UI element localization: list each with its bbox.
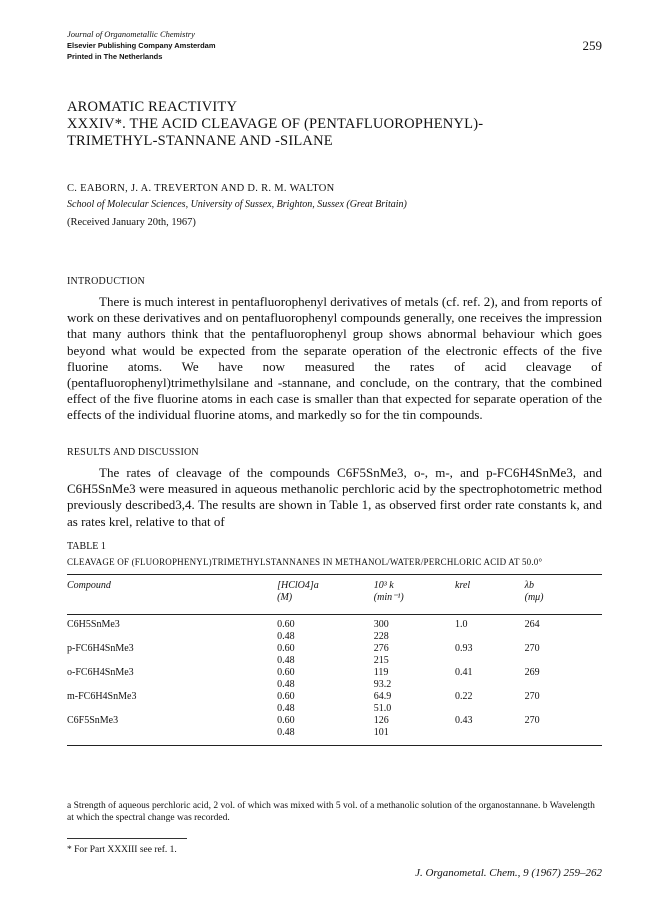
- cell: C6H5SnMe3: [67, 619, 120, 630]
- title-line-2: XXXIV*. THE ACID CLEAVAGE OF (PENTAFLUOROPHENYL)-: [67, 116, 484, 132]
- authors: C. EABORN, J. A. TREVERTON AND D. R. M. WALTON: [67, 183, 335, 194]
- cell: [455, 655, 525, 667]
- table-top-rule: [67, 574, 602, 575]
- table-row: [67, 703, 602, 715]
- table-row: [67, 643, 602, 655]
- cell: 264: [524, 619, 540, 630]
- cell: 0.93: [455, 643, 473, 654]
- cell: 119: [373, 667, 389, 678]
- cell: [455, 631, 525, 643]
- results-text: [67, 465, 602, 530]
- cell: 93.2: [373, 679, 392, 690]
- table-row: [67, 667, 602, 679]
- cell: 269: [524, 667, 540, 678]
- header-krel: krel: [455, 580, 471, 591]
- cell: 1.0: [455, 619, 468, 630]
- journal-header: [67, 29, 216, 62]
- table-row: [67, 715, 602, 727]
- table-caption: CLEAVAGE OF (FLUOROPHENYL)TRIMETHYLSTANNANES IN METHANOL/WATER/PERCHLORIC ACID AT 50.0°: [67, 557, 543, 567]
- cell: 0.48: [277, 655, 295, 666]
- table-label: TABLE 1: [67, 541, 106, 552]
- introduction-text: [67, 294, 602, 424]
- cell: [525, 727, 602, 739]
- cell: [67, 631, 277, 643]
- introduction-heading: INTRODUCTION: [67, 276, 145, 287]
- cell: C6F5SnMe3: [67, 715, 119, 726]
- cell: p-FC6H4SnMe3: [67, 643, 134, 654]
- cell: [455, 727, 525, 739]
- header-compound: Compound: [67, 580, 111, 591]
- cell: [525, 631, 602, 643]
- cell: 300: [373, 619, 389, 630]
- cell: [455, 703, 525, 715]
- article-title: [67, 99, 607, 150]
- table-footnote: a Strength of aqueous perchloric acid, 2 vol. of which was mixed with 5 vol. of a methanolic solution of the organostannane. b Wavelength at which the spectral change was recorded.: [67, 801, 595, 823]
- cell: o-FC6H4SnMe3: [67, 667, 134, 678]
- cell: 0.41: [455, 667, 473, 678]
- cell: 0.48: [277, 679, 295, 690]
- cell: [67, 655, 277, 667]
- introduction-body: There is much interest in pentafluorophenyl derivatives of metals (cf. ref. 2), and from reports of work on these derivatives and on pentafluorophenyl compounds generally, one receives the impression that many authors think that the pentafluorophenyl group shows abnormal behaviour which goes beyond what would be expected from the separate operation of the electronic effects of the five fluorine atoms. We have now measured the rates of acid cleavage of (pentafluorophenyl)trimethylsilane and -stannane, and conclude, on the contrary, that the combined effect of the five fluorine atoms in each case is smaller than that expected for separate operation of the effects of the individual fluorine atoms, and markedly so for the tin compounds.: [67, 294, 602, 423]
- table-row: [67, 631, 602, 643]
- title-line-3: TRIMETHYL-STANNANE AND -SILANE: [67, 133, 333, 149]
- journal-reference: J. Organometal. Chem., 9 (1967) 259–262: [415, 867, 602, 879]
- cell: 215: [373, 655, 389, 666]
- journal-name: Journal of Organometallic Chemistry: [67, 29, 195, 39]
- unit-acid: (M): [277, 592, 293, 603]
- cell: 0.60: [277, 667, 295, 678]
- cell: 270: [524, 715, 540, 726]
- cell: 0.60: [277, 691, 295, 702]
- cell: 51.0: [373, 703, 392, 714]
- cell: 64.9: [373, 691, 392, 702]
- cell: 270: [524, 643, 540, 654]
- received-date: (Received January 20th, 1967): [67, 217, 196, 228]
- unit-lambda: (mμ): [524, 592, 544, 603]
- cell: 0.60: [277, 643, 295, 654]
- cell: 0.48: [277, 703, 295, 714]
- unit-compound: [67, 592, 277, 604]
- results-body: The rates of cleavage of the compounds C6F5SnMe3, o-, m-, and p-FC6H4SnMe3, and C6H5SnMe3 were measured in aqueous methanolic perchloric acid by the spectrophotometric method previously described3,4. The results are shown in Table 1, as observed first order rate constants k, and as rates krel, relative to that of: [67, 465, 602, 529]
- table-units-row: [67, 592, 602, 604]
- unit-krel: [455, 592, 525, 604]
- unit-k: (min⁻¹): [373, 592, 404, 603]
- cell: 0.60: [277, 619, 295, 630]
- cell: [525, 655, 602, 667]
- cell: 0.60: [277, 715, 295, 726]
- cell: 276: [373, 643, 389, 654]
- cell: 126: [373, 715, 389, 726]
- cell: 0.48: [277, 727, 295, 738]
- title-line-1: AROMATIC REACTIVITY: [67, 99, 238, 115]
- page-number: 259: [582, 38, 602, 53]
- affiliation: School of Molecular Sciences, University of Sussex, Brighton, Sussex (Great Britain): [67, 199, 407, 210]
- footnote-rule: [67, 838, 187, 839]
- table-row: [67, 655, 602, 667]
- cell: [67, 727, 277, 739]
- table-row: [67, 679, 602, 691]
- cell: 228: [373, 631, 389, 642]
- cell: 0.43: [455, 715, 473, 726]
- cell: m-FC6H4SnMe3: [67, 691, 137, 702]
- table-row: [67, 727, 602, 739]
- table-row: [67, 691, 602, 703]
- header-k: 10³ k: [373, 580, 394, 591]
- printed-in: Printed in The Netherlands: [67, 52, 163, 61]
- cell: 101: [373, 727, 389, 738]
- data-table: [67, 580, 602, 746]
- cell: [525, 703, 602, 715]
- part-footnote: * For Part XXXIII see ref. 1.: [67, 845, 177, 855]
- cell: 0.22: [455, 691, 473, 702]
- header-acid: [HClO4]a: [277, 580, 319, 591]
- table-row: [67, 619, 602, 631]
- cell: [525, 679, 602, 691]
- cell: [67, 703, 277, 715]
- header-lambda: λb: [524, 580, 534, 591]
- cell: [455, 679, 525, 691]
- cell: 270: [524, 691, 540, 702]
- publisher: Elsevier Publishing Company Amsterdam: [67, 41, 216, 50]
- cell: [67, 679, 277, 691]
- table-header-row: [67, 580, 602, 592]
- cell: 0.48: [277, 631, 295, 642]
- results-heading: RESULTS AND DISCUSSION: [67, 447, 199, 458]
